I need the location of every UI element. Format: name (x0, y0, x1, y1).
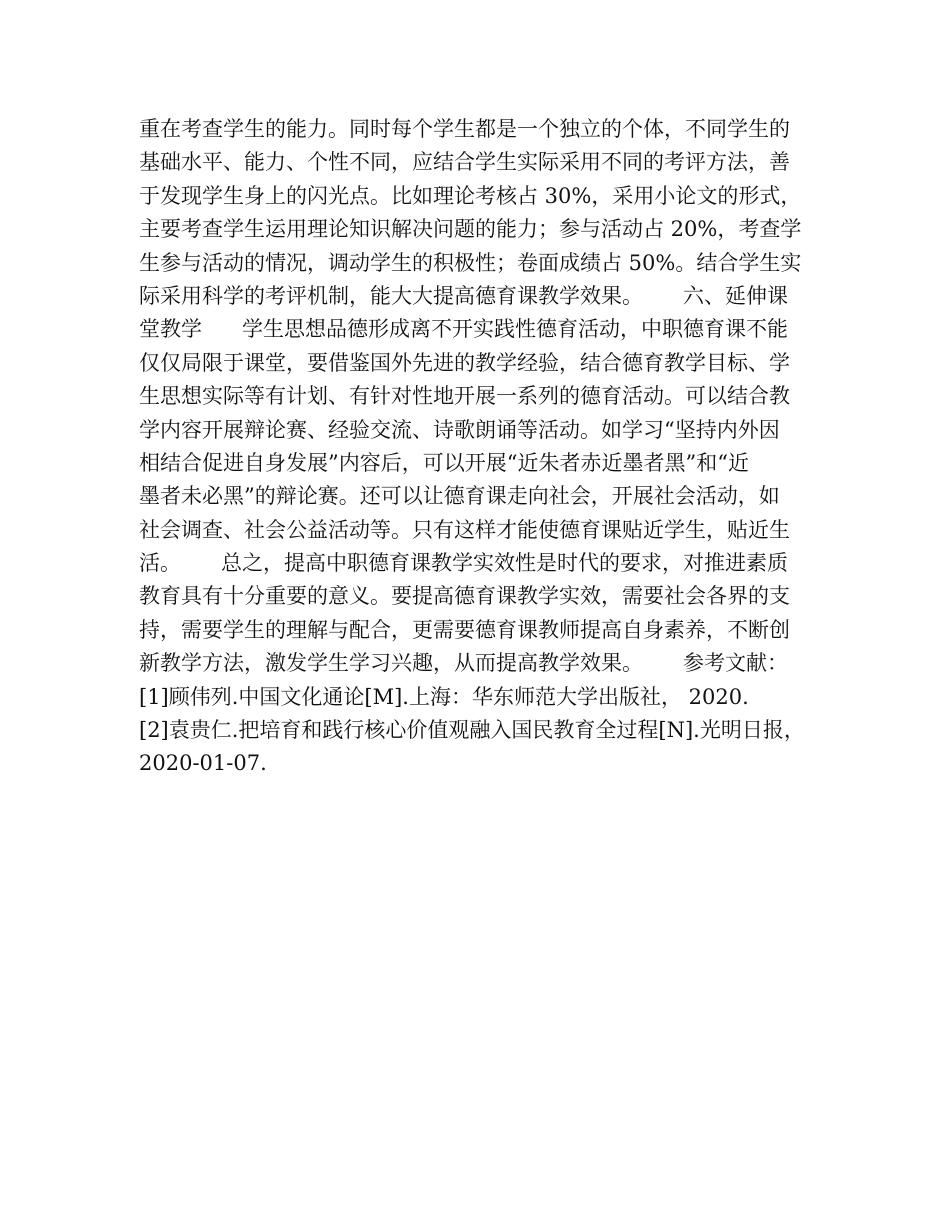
text-line-9: 生思想实际等有计划、有针对性地开展一系列的德育活动。可以结合教 (139, 384, 790, 409)
text-line-13: 社会调查、社会公益活动等。只有这样才能使德育课贴近学生，贴近生 (139, 517, 790, 542)
text-line-2: 基础水平、能力、个性不同，应结合学生实际采用不同的考评方法，善 (139, 150, 790, 175)
text-line-14: 活。 总之，提高中职德育课教学实效性是时代的要求，对推进素质 (139, 551, 789, 576)
text-line-12: 墨者未必黑”的辩论赛。还可以让德育课走向社会，开展社会活动，如 (139, 484, 780, 509)
text-line-3: 于发现学生身上的闪光点。比如理论考核占 30%，采用小论文的形式， (139, 183, 802, 208)
reference-1: [1]顾伟列.中国文化通论[M].上海：华东师范大学出版社， 2020. (139, 684, 749, 709)
text-line-5: 生参与活动的情况，调动学生的积极性；卷面成绩占 50%。结合学生实 (139, 250, 802, 275)
text-line-8: 仅仅局限于课堂，要借鉴国外先进的教学经验，结合德育教学目标、学 (139, 350, 790, 375)
text-line-7: 堂教学 学生思想品德形成离不开实践性德育活动，中职德育课不能 (139, 317, 789, 342)
reference-2-date: 2020-01-07. (139, 751, 267, 776)
text-line-6: 际采用科学的考评机制，能大大提高德育课教学效果。 六、延伸课 (139, 283, 789, 308)
text-line-11: 相结合促进自身发展”内容后，可以开展“近朱者赤近墨者黑”和“近 (139, 450, 749, 475)
text-line-16: 持，需要学生的理解与配合，更需要德育课教师提高自身素养，不断创 (139, 617, 790, 642)
text-line-15: 教育具有十分重要的意义。要提高德育课教学实效，需要社会各界的支 (139, 584, 790, 609)
reference-2: [2]袁贵仁.把培育和践行核心价值观融入国民教育全过程[N].光明日报， (139, 718, 805, 743)
body-text (139, 113, 819, 781)
text-line-17: 新教学方法，激发学生学习兴趣，从而提高教学效果。 参考文献： (139, 651, 789, 676)
text-line-1: 重在考查学生的能力。同时每个学生都是一个独立的个体，不同学生的 (139, 117, 790, 141)
text-line-4: 主要考查学生运用理论知识解决问题的能力；参与活动占 20%，考查学 (139, 217, 802, 242)
text-line-10: 学内容开展辩论赛、经验交流、诗歌朗诵等活动。如学习“坚持内外因 (139, 417, 780, 442)
